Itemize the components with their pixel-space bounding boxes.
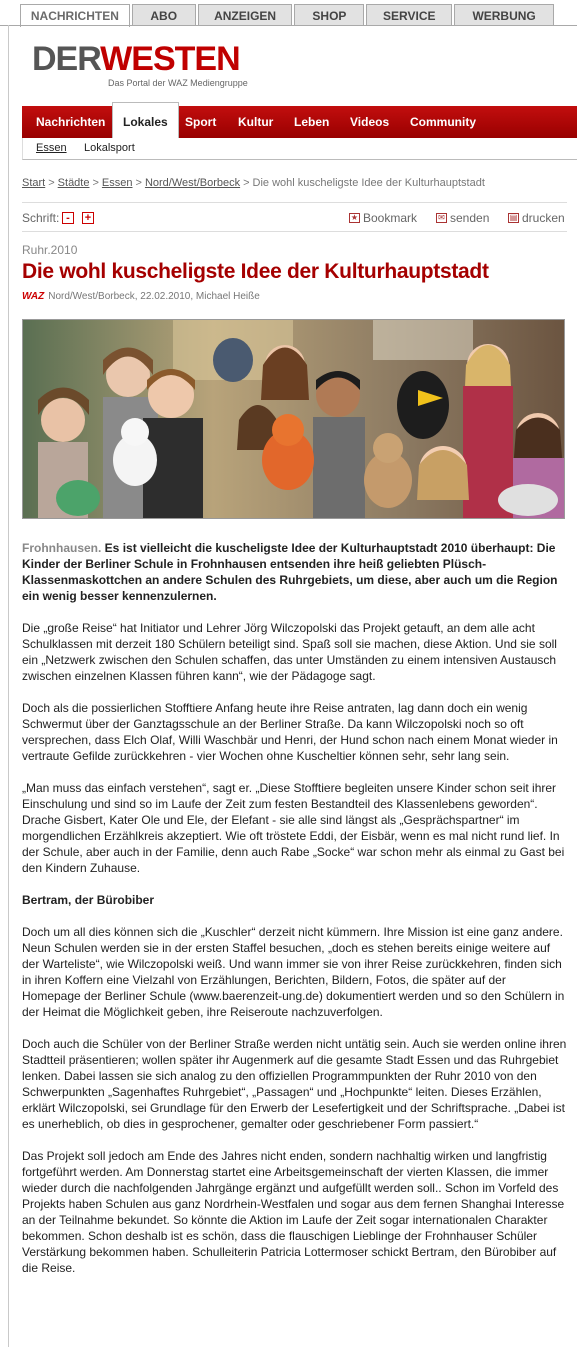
portal-tab-shop[interactable]: SHOP xyxy=(294,4,364,26)
sub-nav xyxy=(22,138,577,160)
portal-tabs xyxy=(20,4,556,26)
star-icon: ★ xyxy=(350,213,359,222)
bookmark-label: Bookmark xyxy=(363,211,418,225)
printer-icon: ▤ xyxy=(509,213,518,222)
breadcrumb-sep: > xyxy=(92,177,99,189)
bookmark-button[interactable] xyxy=(349,211,417,225)
paragraph: Die „große Reise“ hat Initiator und Lehrer Jörg Wilczopolski das Projekt getauft, an dem alle acht Schulklassen mit derzeit 180 Schülern beteiligt sind. Spaß soll sie machen, diese Aktion. Und sie soll ein „Netzwerk zwischen den Schulen schaffen, das unter Umständen zu einem intensiven Austausch zwischen einzelnen Klassen führen kann“, wie der Pädagoge sagt. xyxy=(22,621,557,683)
portal-tab-werbung[interactable]: WERBUNG xyxy=(454,4,554,26)
article-byline: Nord/West/Borbeck, 22.02.2010, Michael Heiße xyxy=(48,291,260,302)
article-kicker: Ruhr.2010 xyxy=(22,243,78,257)
lead-text: Es ist vielleicht die kuscheligste Idee der Kulturhauptstadt 2010 überhaupt: Die Kinder der Berliner Schule in Frohnhausen entsenden ihre heiß geliebten Plüsch-Klassenmaskottchen an andere Schulen des Ruhrgebiets, um diese, aber auch um die Region ein wenig besser kennenzulernen. xyxy=(22,541,558,603)
logo-westen: WESTEN xyxy=(100,40,240,78)
article-body xyxy=(22,540,567,1292)
breadcrumb-current: Die wohl kuscheligste Idee der Kulturhauptstadt xyxy=(252,177,485,189)
nav-videos[interactable]: Videos xyxy=(350,115,390,129)
main-nav xyxy=(22,106,577,138)
portal-tab-nachrichten[interactable]: NACHRICHTEN xyxy=(20,4,130,27)
subnav-essen[interactable]: Essen xyxy=(36,142,67,154)
nav-kultur[interactable]: Kultur xyxy=(238,115,274,129)
portal-tab-abo[interactable]: ABO xyxy=(132,4,196,26)
paragraph: Doch als die possierlichen Stofftiere Anfang heute ihre Reise antraten, lag dann doch ein wenig Schwermut über der Ganztagsschule an der Berliner Straße. Da kann Wilczopolski noch so oft versprechen, dass Elch Olaf, Willi Waschbär und Henri, der Hund schon nach einem Monat wieder in vertraute Gefilde zurückkehren - vier Wochen ohne Kuscheltier können sehr, sehr lang sein. xyxy=(22,701,558,763)
nav-leben[interactable]: Leben xyxy=(294,115,330,129)
portal-divider xyxy=(0,25,577,26)
paragraph: Doch um all dies können sich die „Kuschler“ derzeit nicht kümmern. Ihre Mission ist eine ganz andere. Neun Schulen werden sie in der ersten Staffel besuchen, „doch es stehen bereits einige weitere auf der Warteliste“, wie Wilczopolski weiß. Und wann immer sie von ihrer Reise zurückkehren, finden sich in ihren Koffern eine Vielzahl von Erzählungen, Berichten, Bildern, Fotos, die später auf der Homepage der Berliner Schule (www.baerenzeit-ung.de) dokumentiert werden und so den Schülern in der Heimat die Möglichkeit geben, ihre Reiseroute nachzuverfolgen. xyxy=(22,925,565,1019)
print-label: drucken xyxy=(522,211,565,225)
print-button[interactable] xyxy=(508,211,565,225)
nav-lokales[interactable]: Lokales xyxy=(112,102,179,138)
send-label: senden xyxy=(450,211,490,225)
send-button[interactable] xyxy=(436,211,489,225)
breadcrumb-essen[interactable]: Essen xyxy=(101,177,133,189)
nav-nachrichten[interactable]: Nachrichten xyxy=(36,115,106,129)
portal-tab-anzeigen[interactable]: ANZEIGEN xyxy=(198,4,293,26)
site-logo[interactable] xyxy=(32,40,240,78)
subnav-lokalsport[interactable]: Lokalsport xyxy=(84,142,135,154)
article-toolbar xyxy=(22,202,567,232)
breadcrumb-sep: > xyxy=(48,177,55,189)
font-increase-button[interactable]: + xyxy=(82,212,94,224)
portal-tab-service[interactable]: SERVICE xyxy=(366,4,452,26)
breadcrumb-sep: > xyxy=(243,177,250,189)
frame-border xyxy=(8,25,9,1347)
lead-location: Frohnhausen. xyxy=(22,541,102,555)
breadcrumb-sep: > xyxy=(135,177,142,189)
waz-logo: WAZ xyxy=(22,291,45,302)
article-photo[interactable] xyxy=(22,319,565,519)
nav-community[interactable]: Community xyxy=(410,115,476,129)
breadcrumb-borbeck[interactable]: Nord/West/Borbeck xyxy=(144,177,241,189)
nav-sport[interactable]: Sport xyxy=(185,115,217,129)
paragraph: Das Projekt soll jedoch am Ende des Jahres nicht enden, sondern nachhaltig wirken und langfristig fortgeführt werden. Am Donnerstag startet eine Arbeitsgemeinschaft der vierten Klassen, die immer wieder durch die nachfolgenden Jahrgänge ergänzt und aufgefüllt werden soll.. Schon im Vorfeld des Projekts haben Schulen aus ganz Nordrhein-Westfalen und sogar aus dem fernen Shanghai Interesse an der Teilnahme bekundet. So könnte die Aktion im Laufe der Zeit sogar internationalen Charakter bekommen. Schon deshalb ist es schön, dass die flauschigen Lieblinge der Frohnhauser Schüler Verstärkung bekommen haben. Schulleiterin Patricia Lottermoser schickt Bertram, den Bürobiber auf die Reise. xyxy=(22,1149,565,1275)
paragraph: „Man muss das einfach verstehen“, sagt er. „Diese Stofftiere begleiten unsere Kinder schon seit ihrer Einschulung und sind so im Laufe der Zeit zum festen Bestandteil des Klassenlebens geworden“. Drache Gisbert, Kater Ole und Ele, der Elefant - sie alle sind längst als „Gesprächspartner“ im morgendlichen Erzählkreis akzeptiert. Wie oft tröstete Eddi, der Eisbär, wenn es mal nicht rund lief. In der Schule, aber auch in der Familie, denn auch Rabe „Socke“ war schon mehr als einmal zu Gast bei den Kindern Zuhause. xyxy=(22,781,565,875)
font-decrease-button[interactable]: - xyxy=(62,212,74,224)
article-headline: Die wohl kuscheligste Idee der Kulturhauptstadt xyxy=(22,260,489,283)
article-meta xyxy=(22,291,260,302)
logo-tagline: Das Portal der WAZ Mediengruppe xyxy=(108,78,248,88)
article-subhead: Bertram, der Bürobiber xyxy=(22,893,155,907)
breadcrumb xyxy=(22,177,485,189)
logo-der: DER xyxy=(32,40,101,78)
breadcrumb-staedte[interactable]: Städte xyxy=(57,177,90,189)
envelope-icon: ✉ xyxy=(436,213,447,223)
font-size-label: Schrift: xyxy=(22,211,60,225)
children-with-plush-toys-photo xyxy=(23,320,565,519)
article-lead xyxy=(22,540,567,604)
breadcrumb-start[interactable]: Start xyxy=(22,177,46,189)
paragraph: Doch auch die Schüler von der Berliner Straße werden nicht untätig sein. Auch sie werden online ihren Stadtteil präsentieren; wollen später ihr Augenmerk auf die gesamte Stadt Essen und das Ruhrgebiet lenken. Dabei lassen sie sich analog zu den offiziellen Programmpunkten der Ruhr 2010 von den Schwerpunkten „Sagenhaftes Ruhrgebiet“, „Passagen“ und „Hochpunkte“ leiten. Dieses Erzählen, erklärt Wilczopolski, sei Grundlage für den Erwerb der Lesefertigkeit und der Schriftsprache. „Dabei ist es unerheblich, ob dies in gesprochener, gemalter oder geschriebener Form passiert.“ xyxy=(22,1037,567,1131)
